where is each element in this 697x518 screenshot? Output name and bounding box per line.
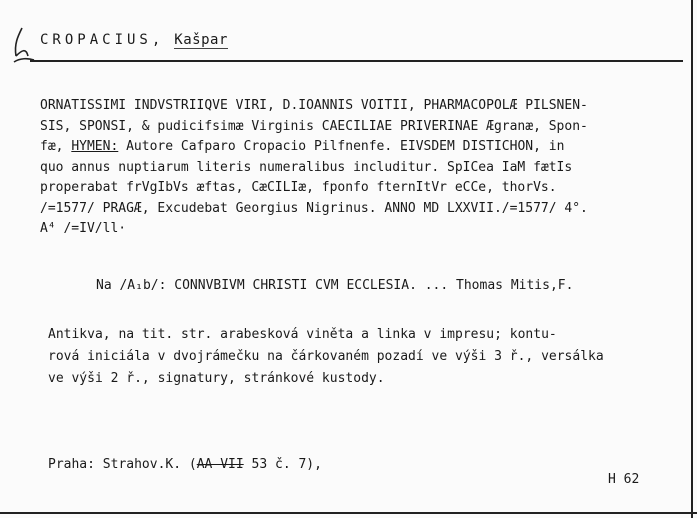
title-entry bbox=[40, 96, 680, 240]
description bbox=[48, 324, 678, 390]
description-line-1: Antikva, na tit. str. arabesková viněta a linka v impresu; kontu- bbox=[48, 327, 557, 342]
author-surname: CROPACIUS, bbox=[40, 32, 165, 48]
location bbox=[48, 457, 322, 472]
title-line-1: ORNATISSIMI INDVSTRIIQVE VIRI, D.IOANNIS VOITII, PHARMACOPOLÆ PILSNEN- bbox=[40, 98, 588, 113]
title-line-6: /=1577/ PRAGÆ, Excudebat Georgius Nigrinus. ANNO MD LXXVII./=1577/ 4°. bbox=[40, 200, 588, 216]
location-suffix: 53 č. 7), bbox=[243, 457, 322, 472]
title-line-2: SIS, SPONSI, & pudicifsimæ Virginis CAECILIAE PRIVERINAE Ægranæ, Spon- bbox=[40, 118, 588, 134]
title-line-3a: fæ, bbox=[40, 139, 72, 154]
title-line-3-underlined: HYMEN: bbox=[71, 139, 119, 154]
card-edge-right bbox=[691, 0, 693, 518]
description-line-2: rová iniciála v dvojrámečku na čárkovaném pozadí ve výši 3 ř., versálka bbox=[48, 349, 604, 364]
heading-rule bbox=[30, 60, 683, 62]
title-line-3b: Autore Cafparo Cropacio Pilfnenfe. EIVSDEM DISTICHON, in bbox=[118, 139, 565, 154]
title-line-4: quo annus nuptiarum literis numeralibus includitur. SpICea IaM fætIs bbox=[40, 159, 573, 175]
description-line-3: ve výši 2 ř., signatury, stránkové kustody. bbox=[48, 371, 385, 386]
card-heading bbox=[40, 32, 228, 48]
signature-code: H 62 bbox=[608, 472, 640, 487]
location-struck: AA VII bbox=[196, 457, 244, 472]
title-line-7: A⁴ /=IV/ll· bbox=[40, 221, 127, 236]
title-line-5: properabat frVgIbVs æftas, CæCILIæ, fponfo fternItVr eCCe, thorVs. bbox=[40, 180, 557, 195]
reference-line: Na /A₁b/: CONNVBIVM CHRISTI CVM ECCLESIA. ... Thomas Mitis,F. bbox=[96, 278, 574, 293]
location-prefix: Praha: Strahov.K. ( bbox=[48, 457, 197, 472]
author-firstname: Kašpar bbox=[174, 32, 228, 48]
card-edge-bottom bbox=[0, 512, 697, 514]
